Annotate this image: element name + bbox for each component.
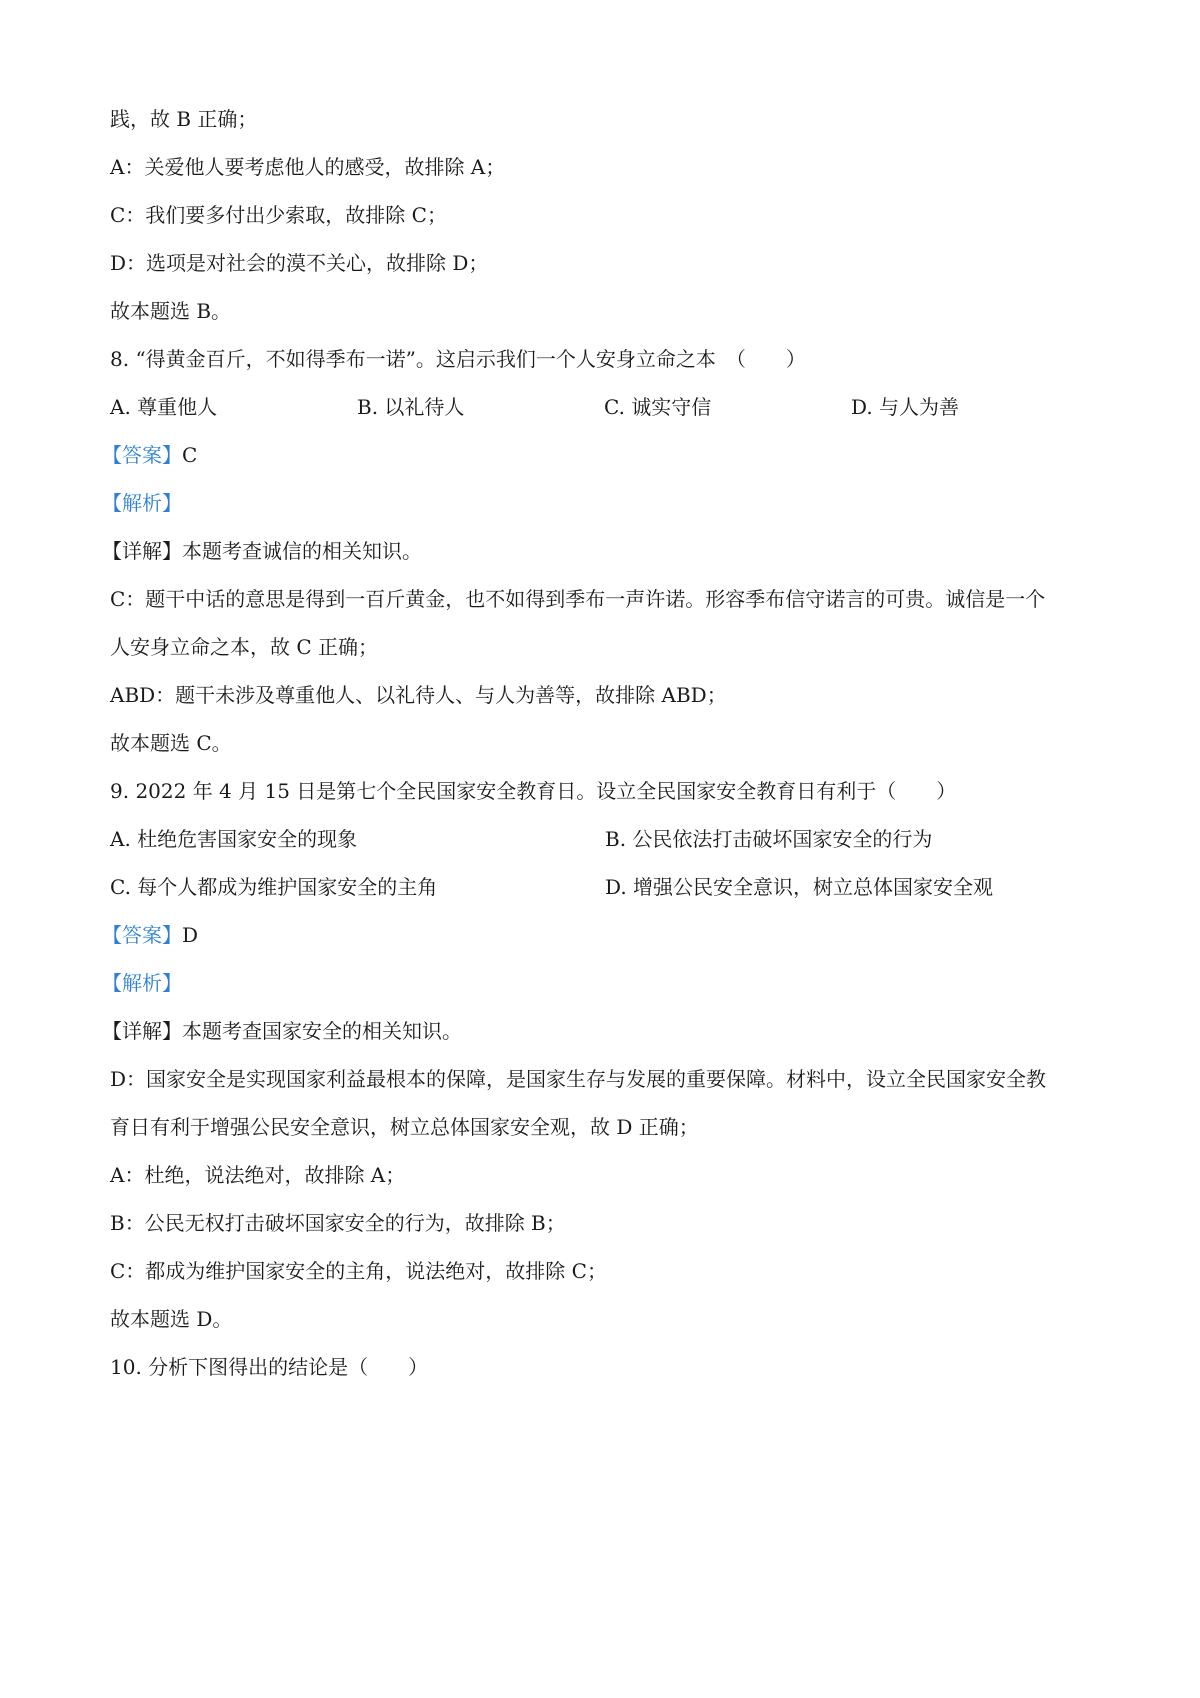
- q8-option-b: B. 以礼待人: [357, 395, 465, 419]
- q8-detail-2: C：题干中话的意思是得到一百斤黄金，也不如得到季布一声许诺。形容季布信守诺言的可贵。诚信是一个: [110, 587, 1046, 611]
- q9-detail-6: C：都成为维护国家安全的主角，说法绝对，故排除 C；: [110, 1259, 607, 1283]
- q8-detail-3: 人安身立命之本，故 C 正确；: [110, 635, 379, 659]
- q9-detail-4: A：杜绝，说法绝对，故排除 A；: [110, 1163, 406, 1187]
- q8-option-d: D. 与人为善: [851, 395, 960, 419]
- q9-answer-value: D: [182, 923, 199, 947]
- q9-detail-7: 故本题选 D。: [110, 1307, 233, 1331]
- q9-analysis-tag: 【解析】: [102, 971, 182, 995]
- q8-detail-4: ABD：题干未涉及尊重他人、以礼待人、与人为善等，故排除 ABD；: [110, 683, 727, 707]
- q9-answer: [102, 911, 1100, 959]
- q9-detail-2: D：国家安全是实现国家利益最根本的保障，是国家生存与发展的重要保障。材料中，设立全民国家安全教: [110, 1067, 1047, 1091]
- q8-answer-tag: 【答案】: [102, 443, 182, 467]
- q8-analysis-tag: 【解析】: [102, 491, 182, 515]
- q8-detail-5: 故本题选 C。: [110, 731, 232, 755]
- q9-option-a: A. 杜绝危害国家安全的现象: [110, 827, 358, 851]
- document-content: [102, 95, 1100, 1391]
- q8-analysis: [102, 479, 1100, 527]
- q9-option-c: C. 每个人都成为维护国家安全的主角: [110, 875, 438, 899]
- q9-detail-3: 育日有利于增强公民安全意识，树立总体国家安全观，故 D 正确；: [110, 1115, 699, 1139]
- q8-options: [110, 383, 1100, 431]
- q8-option-c: C. 诚实守信: [604, 395, 712, 419]
- q7-line-3: C：我们要多付出少索取，故排除 C；: [110, 203, 447, 227]
- q9-analysis: [102, 959, 1100, 1007]
- q7-line-1: 践，故 B 正确；: [110, 107, 258, 131]
- q9-options-row-2: [110, 863, 1100, 911]
- q10-stem: 10. 分析下图得出的结论是（ ）: [110, 1355, 429, 1379]
- q9-options-row-1: [110, 815, 1100, 863]
- q8-detail-1: 【详解】本题考查诚信的相关知识。: [102, 539, 422, 563]
- q9-option-d: D. 增强公民安全意识，树立总体国家安全观: [605, 875, 994, 899]
- q8-answer: [102, 431, 1100, 479]
- q9-detail-1: 【详解】本题考查国家安全的相关知识。: [102, 1019, 462, 1043]
- q9-stem: 9. 2022 年 4 月 15 日是第七个全民国家安全教育日。设立全民国家安全教育日有利于（ ）: [110, 779, 957, 803]
- q8-option-a: A. 尊重他人: [110, 395, 218, 419]
- q7-line-4: D：选项是对社会的漠不关心，故排除 D；: [110, 251, 489, 275]
- q9-detail-5: B：公民无权打击破坏国家安全的行为，故排除 B；: [110, 1211, 566, 1235]
- q7-line-2: A：关爱他人要考虑他人的感受，故排除 A；: [110, 155, 506, 179]
- q7-line-5: 故本题选 B。: [110, 299, 232, 323]
- q8-answer-value: C: [182, 443, 198, 467]
- q8-stem: 8. “得黄金百斤，不如得季布一诺”。这启示我们一个人安身立命之本 （ ）: [110, 347, 806, 371]
- q9-option-b: B. 公民依法打击破坏国家安全的行为: [605, 827, 933, 851]
- q9-answer-tag: 【答案】: [102, 923, 182, 947]
